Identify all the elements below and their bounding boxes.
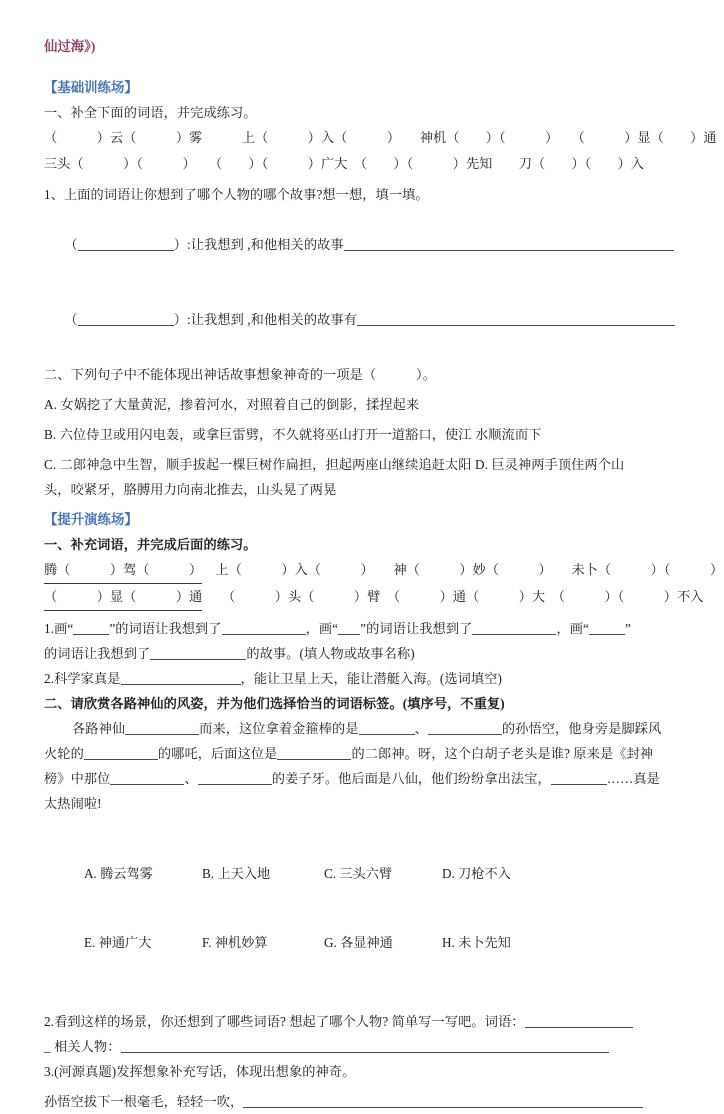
q2-part-a: 2.科学家真是 [44, 671, 121, 686]
q1-part-b: ”的词语让我想到了 [109, 621, 222, 636]
underlined-word-1[interactable]: 腾（ ）驾（ ） [44, 557, 202, 584]
choice-h[interactable]: H. 未卜先知 [442, 935, 511, 950]
person-label: _ 相关人物： [44, 1039, 121, 1054]
passage-line-4: 太热闹啦! [44, 796, 102, 811]
passage-blank-4[interactable] [84, 746, 158, 760]
basic-option-a[interactable]: A. 女娲挖了大量黄泥，掺着河水，对照着自己的倒影，揉捏起来 [44, 397, 420, 412]
choice-row-2 [84, 931, 692, 954]
choice-a[interactable]: A. 腾云驾雾 [84, 866, 153, 881]
passage-blank-8[interactable] [551, 771, 607, 785]
passage-2-a: 火轮的 [44, 746, 84, 761]
advanced-sub-q2-person [44, 1034, 692, 1059]
basic-q1-prompt: 一、补全下面的词语，并完成练习。 [44, 105, 257, 120]
q2-part-b: ，能让卫星上天，能让潜艇入海。(选词填空) [240, 671, 502, 686]
paren-open-2: （ [64, 312, 78, 327]
choice-row-1 [84, 862, 692, 885]
answer-blank-q2[interactable] [121, 671, 241, 685]
passage-3-a: 榜》中那位 [44, 771, 111, 786]
advanced-sub-q2 [44, 666, 692, 691]
passage-line-2 [44, 741, 692, 766]
choice-list [44, 816, 692, 1000]
section-heading-basic: 【基础训练场】 [44, 80, 138, 95]
quote-underline-1 [73, 621, 109, 635]
answer-blank-q1-2[interactable] [472, 621, 556, 635]
scene-person-blank[interactable] [121, 1039, 609, 1053]
writing-stem: 孙悟空拔下一根毫毛，轻轻一吹， [44, 1094, 244, 1109]
advanced-sub-q3-prompt: 3.(河源真题)发挥想象补充写话，体现出想象的神奇。 [44, 1064, 356, 1079]
passage-1-b: 而来，这位拿着金箍棒的是 [199, 721, 359, 736]
choice-g[interactable]: G. 各显神通 [324, 935, 393, 950]
q1-part-a: 1.画“ [44, 621, 74, 636]
advanced-sub-q2-scene [44, 1009, 692, 1034]
choice-b[interactable]: B. 上天入地 [202, 866, 271, 881]
underlined-word-2[interactable]: （ ）显（ ）通 [44, 584, 202, 611]
choice-f[interactable]: F. 神机妙算 [202, 935, 268, 950]
passage-line-3 [44, 766, 692, 791]
q1-line2-b: 的故事。(填人物或故事名称) [246, 646, 415, 661]
choice-c[interactable]: C. 三头六臂 [324, 866, 393, 881]
passage-line-1 [44, 716, 692, 741]
choice-d[interactable]: D. 刀枪不入 [442, 866, 511, 881]
advanced-sub-q1-line-1 [44, 616, 692, 641]
basic-option-b[interactable]: B. 六位侍卫或用闪电轰，或拿巨雷劈，不久就将巫山打开一道豁口，使江 水顺流而下 [44, 427, 542, 442]
advanced-sub-q3-writing [44, 1089, 692, 1114]
choice-e[interactable]: E. 神通广大 [84, 935, 152, 950]
passage-blank-7[interactable] [198, 771, 272, 785]
character-blank-2[interactable] [78, 312, 174, 326]
basic-word-row-1[interactable]: （ ）云（ ）雾 上（ ）入（ ） 神机（ ）（ ） （ ）显（ ）通 [44, 130, 717, 145]
advanced-word-row-2[interactable] [44, 584, 704, 611]
story-blank-1[interactable] [344, 237, 674, 251]
writing-blank[interactable] [243, 1094, 643, 1108]
passage-3-c: 的姜子牙。他后面是八仙，他们纷纷拿出法宝， [271, 771, 551, 786]
paren-open-1: （ [64, 237, 78, 252]
passage-3-b: 、 [184, 771, 198, 786]
answer-label-2: ）:让我想到 ,和他相关的故事有 [173, 312, 357, 327]
spacer [44, 1000, 692, 1009]
basic-q2-prompt: 二、下列句子中不能体现出神话故事想象神奇的一项是（ ）。 [44, 367, 437, 382]
basic-sub-q1-answer-row-2 [44, 282, 692, 357]
passage-blank-3[interactable] [428, 721, 502, 735]
basic-option-c[interactable]: C. 二郎神急中生智，顺手拔起一棵巨树作扁担，担起两座山继续追赶太阳 D. 巨灵神两手顶住两个山 [44, 457, 625, 472]
quote-underline-3 [589, 621, 625, 635]
advanced-q1-prompt: 一、补充词语，并完成后面的练习。 [44, 537, 257, 552]
word-row-2-rest[interactable]: （ ）头（ ）臂 （ ）通（ ）大 （ ）（ ）不入 [202, 589, 704, 604]
q1-part-f: ” [624, 621, 631, 636]
advanced-sub-q1-line-2 [44, 641, 692, 666]
section-heading-advanced: 【提升演练场】 [44, 512, 138, 527]
story-blank-2[interactable] [357, 312, 675, 326]
page-header-fragment: 仙过海》) [44, 39, 96, 54]
answer-label-1: ）:让我想到 ,和他相关的故事 [173, 237, 344, 252]
character-blank-1[interactable] [78, 237, 174, 251]
passage-2-b: 的哪吒，后面这位是 [157, 746, 278, 761]
scene-words-blank[interactable] [525, 1014, 633, 1028]
q1-part-e: ，画“ [556, 621, 589, 636]
advanced-q2-prompt: 二、请欣赏各路神仙的风姿，并为他们选择恰当的词语标签。(填序号，不重复) [44, 696, 505, 711]
basic-word-row-2[interactable]: 三头（ ）（ ） （ ）（ ）广大 （ ）（ ）先知 刀（ ）（ ）入 [44, 156, 644, 171]
quote-underline-2 [338, 621, 360, 635]
q1-part-c: ，画“ [305, 621, 339, 636]
passage-blank-2[interactable] [359, 721, 415, 735]
scene-prompt: 2.看到这样的场景，你还想到了哪些词语? 想起了哪个人物? 简单写一写吧。词语： [44, 1014, 525, 1029]
word-row-1-rest[interactable]: 上（ ）入（ ） 神（ ）妙（ ） 未卜（ ）（ ） [202, 562, 724, 577]
passage-blank-6[interactable] [110, 771, 184, 785]
passage-2-c: 的二郎神。呀，这个白胡子老头是谁? 原来是《封神 [351, 746, 654, 761]
answer-blank-q1-1[interactable] [222, 621, 306, 635]
passage-1-d: 的孙悟空，他身旁是脚踩风 [501, 721, 662, 736]
basic-option-c-cont: 头，咬紧牙，胳膊用力向南北推去，山头晃了两晃 [44, 482, 337, 497]
basic-sub-q1-answer-row-1 [44, 207, 692, 282]
answer-blank-q1-3[interactable] [150, 646, 246, 660]
passage-blank-1[interactable] [125, 721, 199, 735]
passage-3-d: ……真是 [606, 771, 660, 786]
passage-blank-5[interactable] [277, 746, 351, 760]
basic-sub-q1-prompt: 1、上面的词语让你想到了哪个人物的哪个故事?想一想，填一填。 [44, 187, 429, 202]
passage-1-c: 、 [414, 721, 428, 736]
advanced-word-row-1[interactable] [44, 557, 724, 584]
q1-part-d: ”的词语让我想到了 [360, 621, 473, 636]
q1-line2-a: 的词语让我想到了 [44, 646, 151, 661]
passage-1-a: 各路神仙 [72, 721, 126, 736]
